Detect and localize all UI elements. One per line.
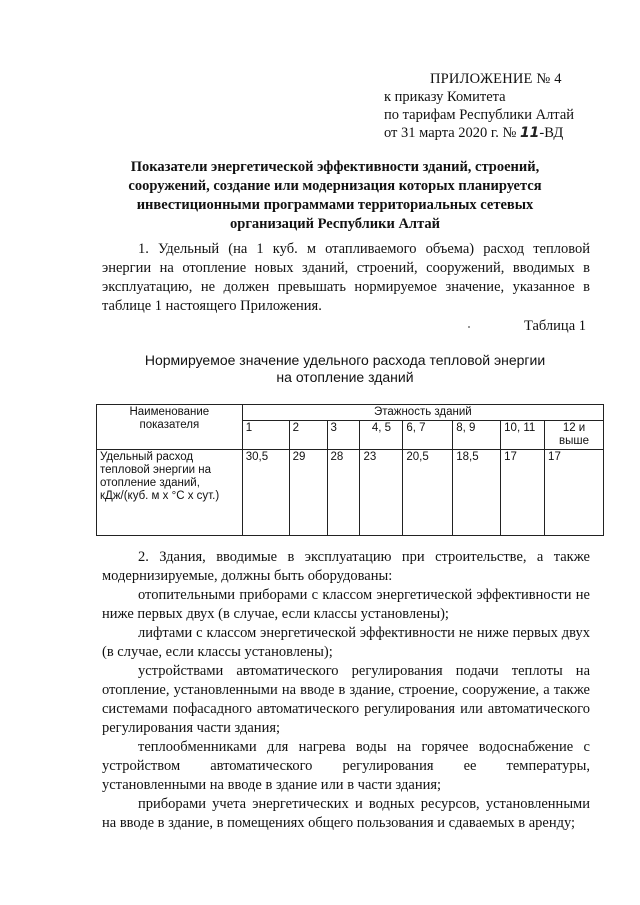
floor-cell: 3 — [327, 421, 360, 450]
table-label: Таблица 1 — [523, 318, 586, 334]
floor-cell: 8, 9 — [453, 421, 501, 450]
table-title: Нормируемое значение удельного расхода тепловой энергии на отопление зданий — [144, 352, 546, 385]
header-floors: Этажность зданий — [242, 405, 603, 421]
list-item: теплообменниками для нагрева воды на горячее водоснабжение с устройством автоматического регулирования ее температуры, установленными на вводе в здание или в части здания; — [102, 739, 590, 793]
handwritten-order-number: 11 — [519, 125, 540, 141]
list-item: приборами учета энергетических и водных ресурсов, установленными на вводе в здание, в помещениях общего пользования и сдаваемых в аренду; — [102, 796, 590, 831]
value-cell: 23 — [360, 450, 403, 536]
value-cell: 20,5 — [403, 450, 453, 536]
requirements-list — [102, 548, 590, 833]
list-item: отопительными приборами с классом энергетической эффективности не ниже первых двух (в случае, если классы установлены); — [102, 587, 590, 622]
order-line-3: от 31 марта 2020 г. № 11-ВД — [384, 125, 564, 141]
order-line-2: по тарифам Республики Алтай — [384, 107, 575, 123]
value-cell: 17 — [501, 450, 545, 536]
floor-cell: 10, 11 — [501, 421, 545, 450]
floor-cell: 1 — [242, 421, 289, 450]
appendix-header — [384, 70, 574, 142]
norms-table — [96, 404, 604, 536]
header-indicator-name: Наименование показателя — [97, 405, 243, 450]
scan-speck — [468, 326, 470, 328]
document-title: Показатели энергетической эффективности зданий, строений, сооружений, создание или модернизация которых планируется инвестиционными программами территориальных сетевых организаций Республики Алтай — [128, 159, 542, 232]
value-cell: 29 — [289, 450, 327, 536]
row-label: Удельный расход тепловой энергии на отопление зданий, кДж/(куб. м х °С х сут.) — [97, 450, 243, 536]
floor-cell: 4, 5 — [360, 421, 403, 450]
appendix-title: ПРИЛОЖЕНИЕ № 4 — [430, 71, 562, 87]
value-cell: 18,5 — [453, 450, 501, 536]
value-cell: 30,5 — [242, 450, 289, 536]
paragraph-1: 1. Удельный (на 1 куб. м отапливаемого объема) расход тепловой энергии на отопление новых зданий, строений, сооружений, вводимых в эксплуатацию, не должен превышать нормируемое значение, указанное в таблице 1 настоящего Приложения. — [102, 241, 590, 314]
order-line-1: к приказу Комитета — [384, 89, 506, 105]
list-item: лифтами с классом энергетической эффективности не ниже первых двух (в случае, если классы установлены); — [102, 625, 590, 660]
floor-cell: 6, 7 — [403, 421, 453, 450]
floor-cell: 2 — [289, 421, 327, 450]
floor-cell: 12 и выше — [545, 421, 604, 450]
value-cell: 28 — [327, 450, 360, 536]
paragraph-2: 2. Здания, вводимые в эксплуатацию при строительстве, а также модернизируемые, должны быть оборудованы: — [102, 549, 590, 584]
list-item: устройствами автоматического регулирования подачи теплоты на отопление, установленными на вводе в здание, строение, сооружение, а также системами пофасадного автоматического регулирования или автоматического регулирования части здания; — [102, 663, 590, 736]
value-cell: 17 — [545, 450, 604, 536]
